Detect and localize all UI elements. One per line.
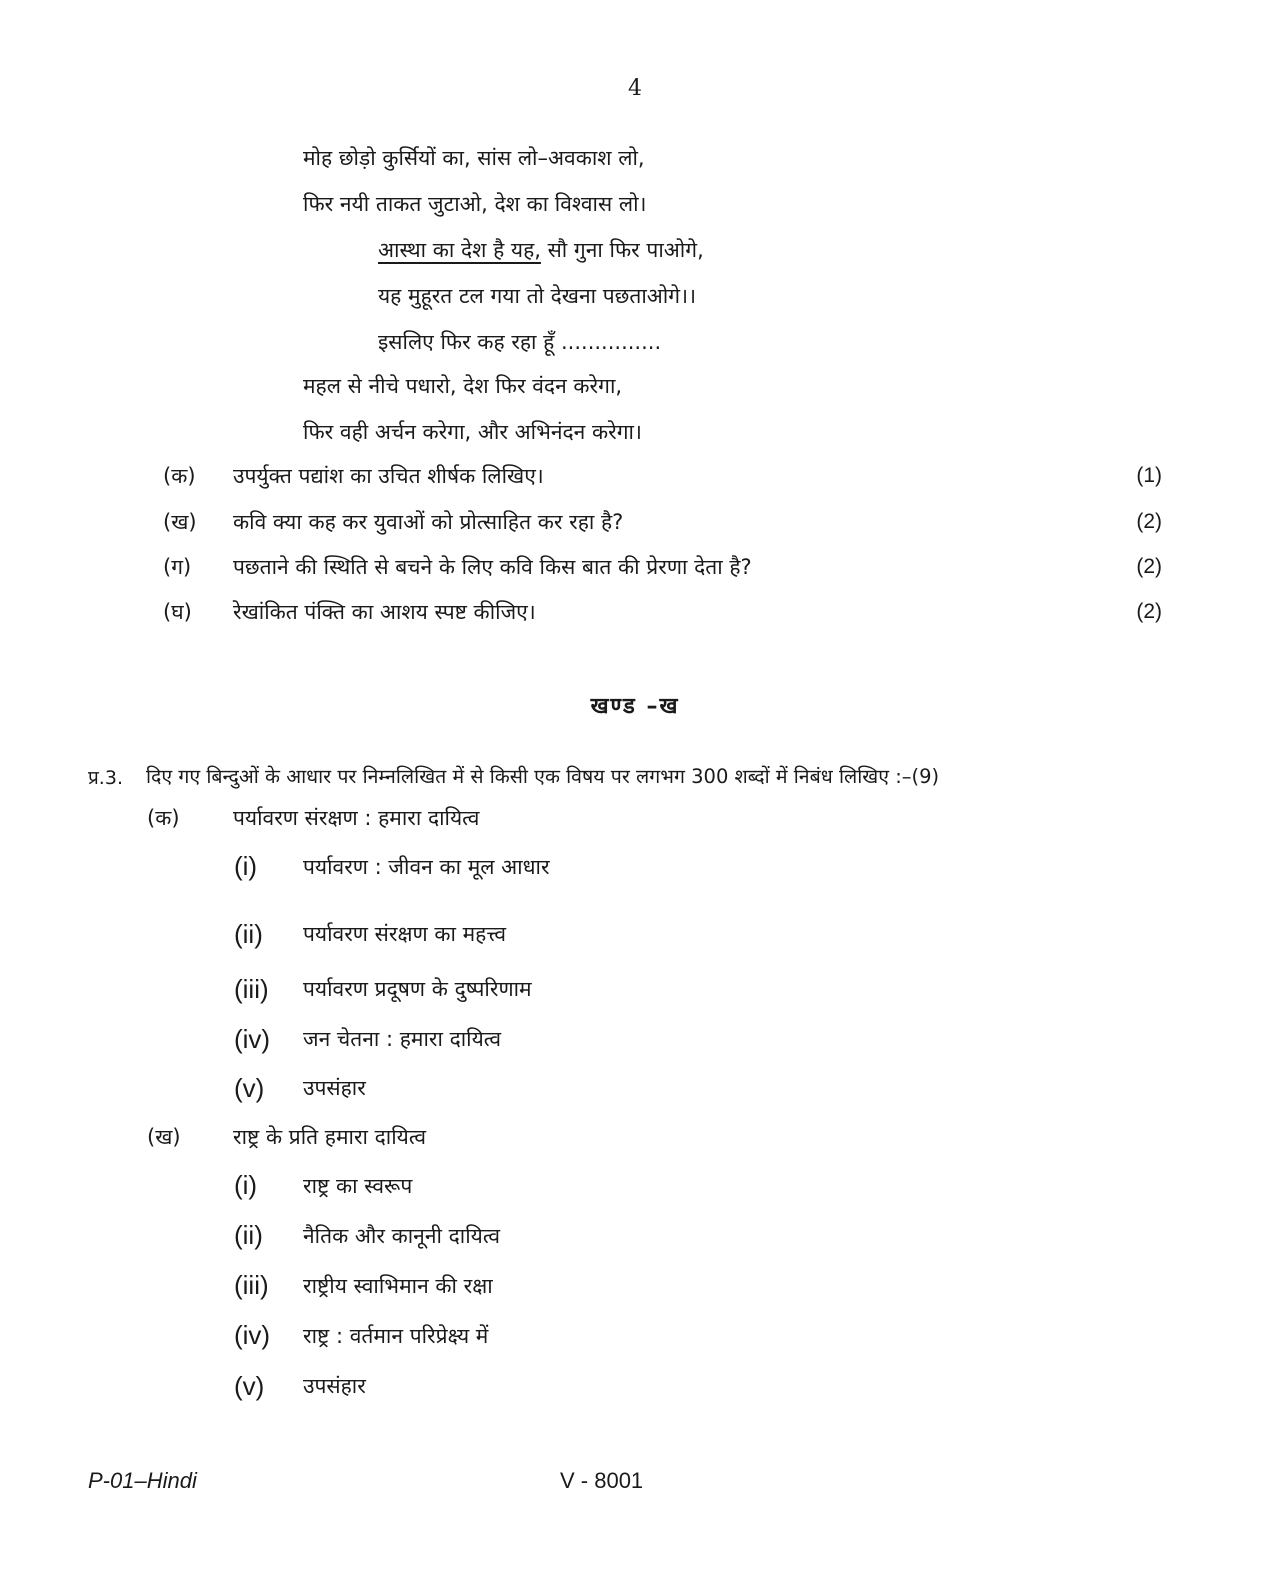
- point-number: (ii): [234, 1220, 263, 1250]
- question-number: प्र.3.: [88, 767, 123, 789]
- question-text: दिए गए बिन्दुओं के आधार पर निम्नलिखित में से किसी एक विषय पर लगभग 300 शब्दों में निबंध लिखिए :–(9): [146, 765, 940, 788]
- point-number: (ii): [234, 919, 263, 949]
- page-number: 4: [628, 76, 642, 101]
- poem-line: [378, 236, 704, 264]
- poem-line: महल से नीचे पधारो, देश फिर वंदन करेगा,: [303, 374, 623, 398]
- question-text: रेखांकित पंक्ति का आशय स्पष्ट कीजिए।: [233, 600, 536, 624]
- question-marks: (2): [1136, 555, 1162, 578]
- poem-line: मोह छोड़ो कुर्सियों का, सांस लो–अवकाश लो,: [303, 146, 645, 170]
- footer-series-number: V - 8001: [560, 1468, 644, 1493]
- point-text: पर्यावरण संरक्षण का महत्त्व: [303, 922, 507, 946]
- point-text: जन चेतना : हमारा दायित्व: [303, 1027, 502, 1051]
- question-label: (घ): [163, 600, 192, 624]
- point-text: नैतिक और कानूनी दायित्व: [303, 1224, 501, 1248]
- point-text: उपसंहार: [303, 1374, 366, 1398]
- poem-line: इसलिए फिर कह रहा हूँ ...............: [378, 330, 662, 354]
- underlined-phrase: आस्था का देश है यह,: [378, 238, 541, 262]
- point-number: (iv): [234, 1024, 271, 1054]
- point-number: (v): [234, 1073, 265, 1103]
- question-text: उपर्युक्त पद्यांश का उचित शीर्षक लिखिए।: [233, 464, 544, 488]
- section-title: खण्ड –ख: [590, 694, 680, 719]
- point-number: (i): [234, 851, 258, 881]
- point-text: राष्ट्र : वर्तमान परिप्रेक्ष्य में: [303, 1324, 489, 1348]
- point-text: राष्ट्रीय स्वाभिमान की रक्षा: [303, 1274, 493, 1298]
- topic-label: (ख): [147, 1125, 181, 1149]
- question-label: (क): [163, 464, 196, 488]
- question-label: (ग): [163, 555, 192, 579]
- question-marks: (2): [1136, 600, 1162, 623]
- point-text: पर्यावरण : जीवन का मूल आधार: [303, 855, 550, 879]
- poem-line: यह मुहूरत टल गया तो देखना पछताओगे।।: [378, 284, 697, 308]
- poem-line: फिर नयी ताकत जुटाओ, देश का विश्वास लो।: [303, 192, 647, 216]
- topic-title: राष्ट्र के प्रति हमारा दायित्व: [233, 1125, 427, 1149]
- point-number: (v): [234, 1371, 265, 1401]
- point-text: पर्यावरण प्रदूषण के दुष्परिणाम: [303, 977, 532, 1001]
- point-number: (iii): [234, 974, 269, 1004]
- poem-line: फिर वही अर्चन करेगा, और अभिनंदन करेगा।: [303, 420, 642, 444]
- topic-label: (क): [147, 806, 180, 830]
- topic-title: पर्यावरण संरक्षण : हमारा दायित्व: [233, 806, 480, 830]
- question-marks: (1): [1136, 464, 1162, 487]
- poem-line-rest: सौ गुना फिर पाओगे,: [540, 238, 704, 262]
- point-text: राष्ट्र का स्वरूप: [303, 1174, 413, 1198]
- question-text: कवि क्या कह कर युवाओं को प्रोत्साहित कर रहा है?: [233, 510, 624, 534]
- point-text: उपसंहार: [303, 1076, 366, 1100]
- point-number: (iii): [234, 1270, 269, 1300]
- footer-paper-code: P-01–Hindi: [88, 1468, 197, 1493]
- question-marks: (2): [1136, 510, 1162, 533]
- question-label: (ख): [163, 510, 197, 534]
- point-number: (i): [234, 1170, 258, 1200]
- question-text: पछताने की स्थिति से बचने के लिए कवि किस बात की प्रेरणा देता है?: [233, 555, 752, 579]
- point-number: (iv): [234, 1320, 271, 1350]
